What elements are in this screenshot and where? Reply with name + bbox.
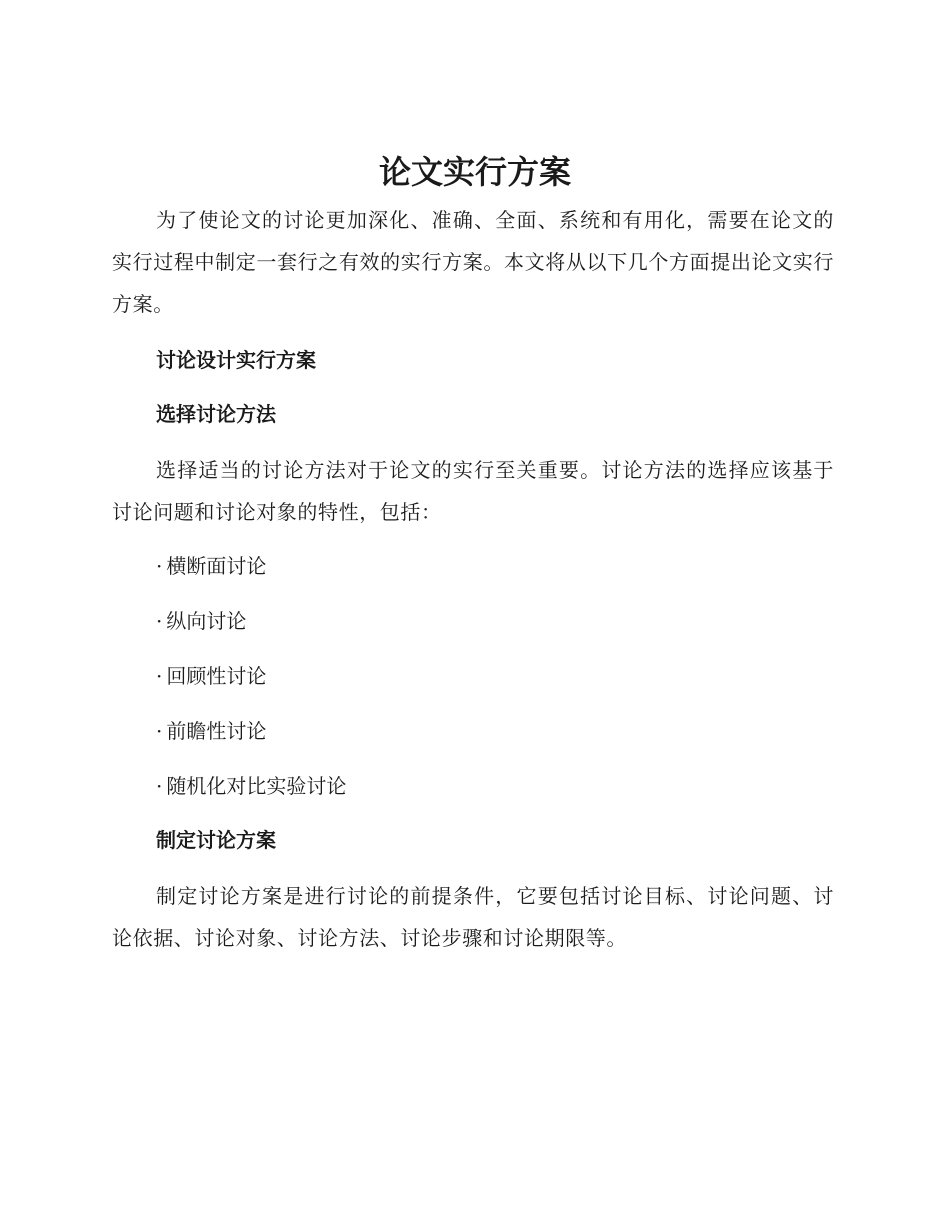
bullet-marker: · [156, 664, 163, 688]
make-plan-paragraph: 制定讨论方案是进行讨论的前提条件，它要包括讨论目标、讨论问题、讨论依据、讨论对象、讨论方法、讨论步骤和讨论期限等。 [112, 884, 834, 950]
method-list-item [156, 606, 246, 636]
method-label: 前瞻性讨论 [166, 719, 267, 743]
section-heading-research-design: 讨论设计实行方案 [156, 348, 316, 372]
method-label: 纵向讨论 [166, 609, 247, 633]
method-list-item [156, 771, 346, 801]
method-label: 回顾性讨论 [166, 664, 267, 688]
method-list-item [156, 716, 266, 746]
intro-paragraph: 为了使论文的讨论更加深化、准确、全面、系统和有用化，需要在论文的实行过程中制定一套行之有效的实行方案。本文将从以下几个方面提出论文实行方案。 [112, 208, 834, 316]
method-list-item [156, 551, 266, 581]
choose-method-paragraph: 选择适当的讨论方法对于论文的实行至关重要。讨论方法的选择应该基于讨论问题和讨论对象的特性，包括： [112, 458, 834, 524]
subsection-heading-choose-method: 选择讨论方法 [156, 402, 276, 426]
document-title: 论文实行方案 [378, 153, 571, 191]
method-list-item [156, 661, 266, 691]
method-label: 横断面讨论 [166, 554, 267, 578]
bullet-marker: · [156, 774, 163, 798]
bullet-marker: · [156, 609, 163, 633]
method-label: 随机化对比实验讨论 [166, 774, 347, 798]
bullet-marker: · [156, 554, 163, 578]
bullet-marker: · [156, 719, 163, 743]
subsection-heading-make-plan: 制定讨论方案 [156, 828, 276, 852]
